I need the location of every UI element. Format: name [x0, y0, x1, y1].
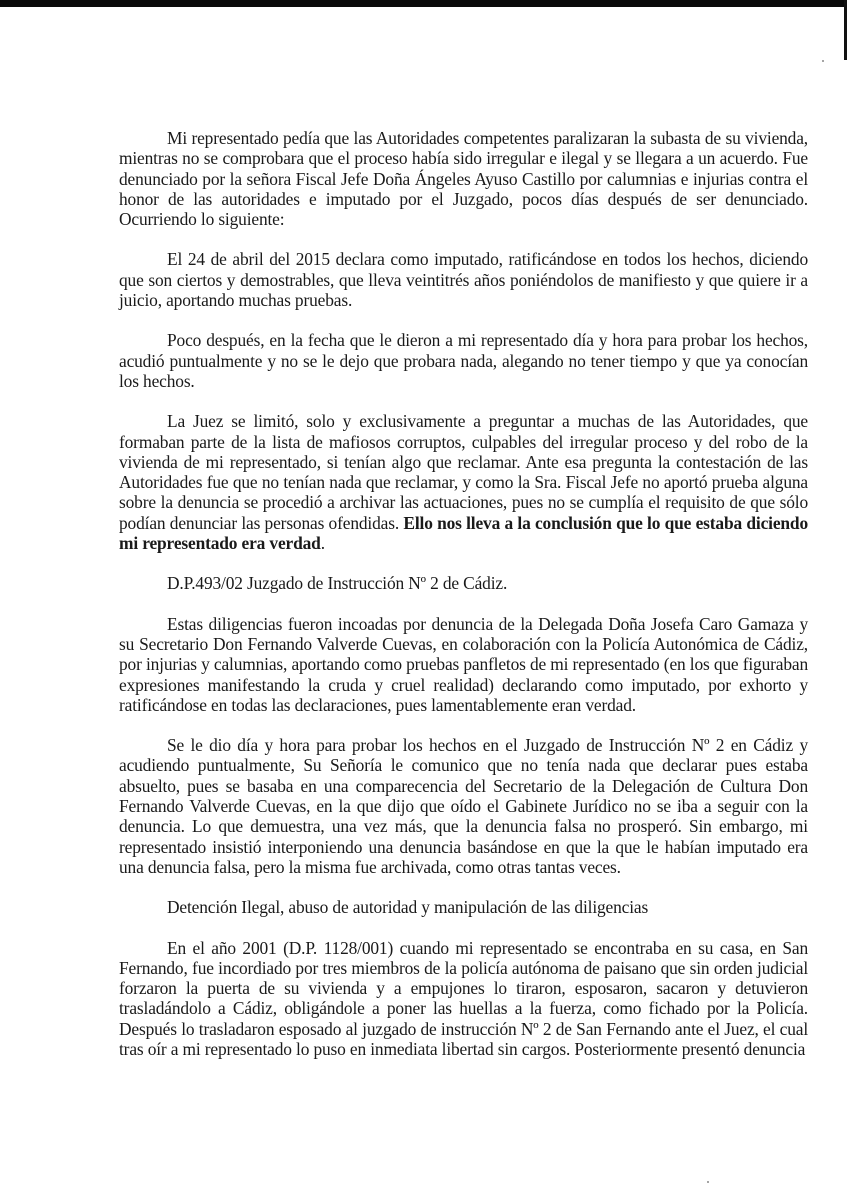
section-heading-detencion-ilegal: Detención Ilegal, abuso de autoridad y manipulación de las diligencias [167, 897, 649, 918]
paragraph-dia-hora-juzgado: Se le dio día y hora para probar los hechos en el Juzgado de Instrucción Nº 2 en Cádiz y acudiendo puntualmente, Su Señoría le comunico que no tenía nada que declarar pues estaba absuelto, pues se basaba en una comparecencia del Secretario de la Delegación de Cultura Don Fernando Valverde Cuevas, en la que dijo que oído el Gabinete Jurídico no se iba a seguir con la denuncia. Lo que demuestra, una vez más, que la denuncia falsa no prosperó. Sin embargo, mi representado insistió interponiendo una denuncia basándose en que la que le habían imputado era una denuncia falsa, pero la misma fue archivada, como otras tantas veces. [119, 735, 808, 877]
paragraph-juez-text: La Juez se limitó, solo y exclusivamente a preguntar a muchas de las Autoridades, que formaban parte de la lista de mafiosos corruptos, culpables del irregular proceso y del robo de la vivienda de mi representado, si tenían algo que reclamar. Ante esa pregunta la contestación de las Autoridades fue que no tenían nada que reclamar, y como la Sra. Fiscal Jefe no aportó prueba alguna sobre la denuncia se procedió a archivar las actuaciones, pues no se cumplía el requisito de que sólo podían denunciar las personas ofendidas. [119, 411, 808, 533]
document-page [119, 128, 808, 1079]
scan-speck [822, 60, 824, 62]
scan-speck [707, 1181, 709, 1183]
paragraph-juez-tail: . [320, 533, 325, 554]
paragraph-subasta: Mi representado pedía que las Autoridades competentes paralizaran la subasta de su vivienda, mientras no se comprobara que el proceso había sido irregular e ilegal y se llegara a un acuerdo. Fue denunciado por la señora Fiscal Jefe Doña Ángeles Ayuso Castillo por calumnias e injurias contra el honor de las autoridades e imputado por el Juzgado, pocos días después de ser denunciado. Ocurriendo lo siguiente: [119, 128, 808, 230]
scan-top-edge [0, 0, 847, 7]
paragraph-prueba-hechos: Poco después, en la fecha que le dieron a mi representado día y hora para probar los hechos, acudió puntualmente y no se le dejo que probara nada, alegando no tener tiempo y que ya conocían los hechos. [119, 330, 808, 391]
conclusion-bold-text: Ello nos lleva a la conclusión que lo que estaba diciendo mi representado era verdad [119, 512, 808, 554]
paragraph-diligencias-incoadas: Estas diligencias fueron incoadas por denuncia de la Delegada Doña Josefa Caro Gamaza y su Secretario Don Fernando Valverde Cuevas, en colaboración con la Policía Autonómica de Cádiz, por injurias y calumnias, aportando como pruebas panfletos de mi representado (en los que figuraban expresiones manifestando la cruda y cruel realidad) declarando como imputado, por exhorto y ratificándose en todas las declaraciones, pues lamentablemente eran verdad. [119, 613, 808, 715]
paragraph-anio-2001: En el año 2001 (D.P. 1128/001) cuando mi representado se encontraba en su casa, en San Fernando, fue incordiado por tres miembros de la policía autónoma de paisano que sin orden judicial forzaron la puerta de su vivienda y a empujones lo tiraron, esposaron, sacaron y detuvieron trasladándolo a Cádiz, obligándole a poner las huellas a la fuerza, como fichado por la Policía. Después lo trasladaron esposado al juzgado de instrucción Nº 2 de San Fernando ante el Juez, el cual tras oír a mi representado lo puso en inmediata libertad sin cargos. Posteriormente presentó denuncia [119, 937, 808, 1059]
section-heading-dp-493: D.P.493/02 Juzgado de Instrucción Nº 2 de Cádiz. [167, 573, 508, 594]
paragraph-juez-limito [119, 411, 808, 553]
paragraph-declaracion-imputado: El 24 de abril del 2015 declara como imputado, ratificándose en todos los hechos, diciendo que son ciertos y demostrables, que lleva veintitrés años poniéndolos de manifiesto y que quiere ir a juicio, aportando muchas pruebas. [119, 249, 808, 311]
